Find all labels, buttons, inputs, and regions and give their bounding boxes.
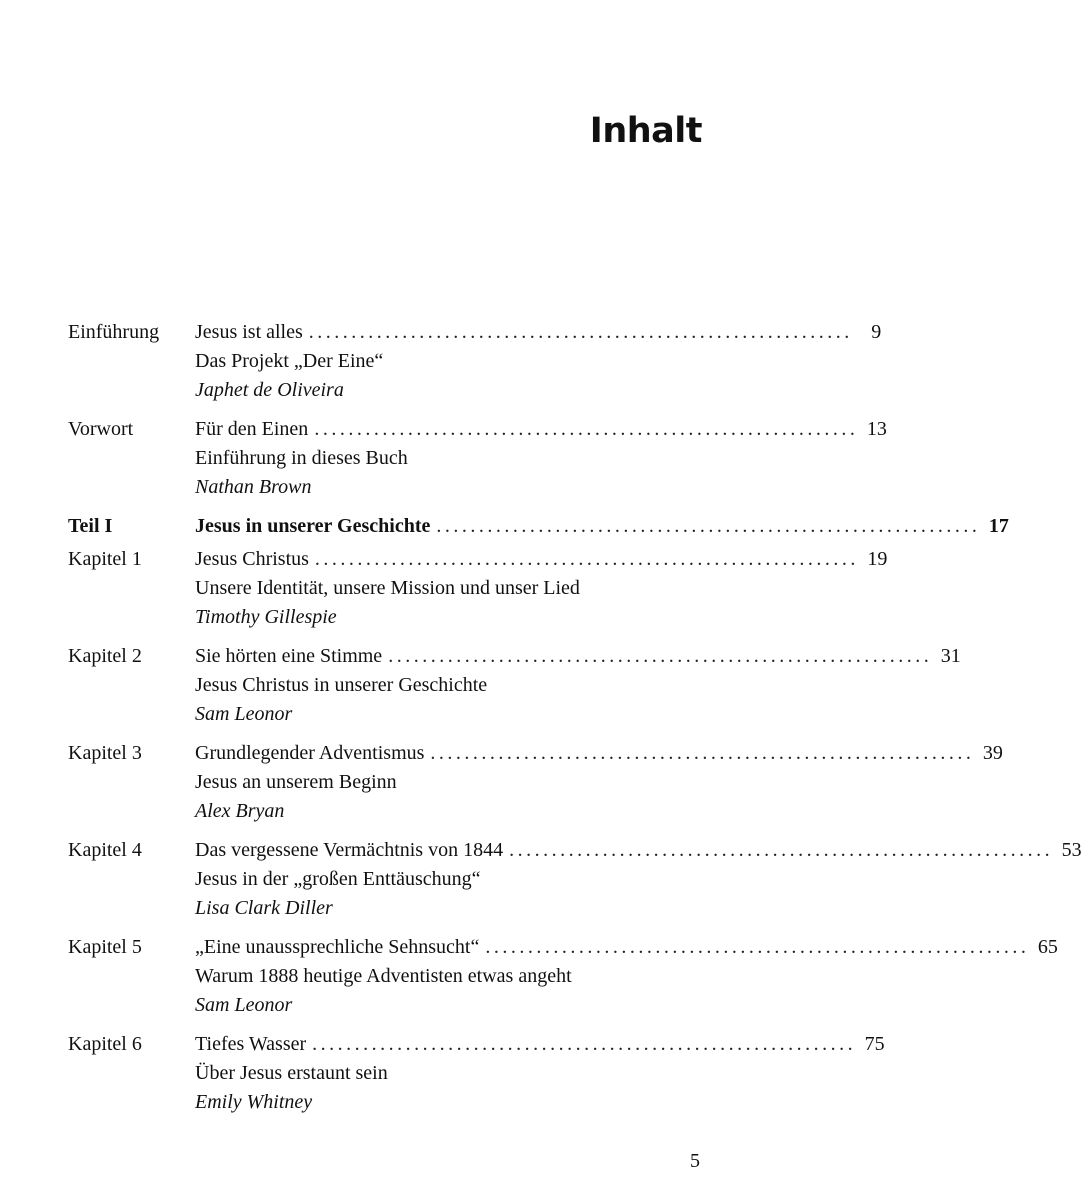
toc-entry-author: Alex Bryan [195,800,285,822]
toc-entry-kapitel-2 [68,642,961,729]
toc-entry-kapitel-1 [68,545,888,632]
toc-entry-kapitel-5 [68,933,1058,1020]
toc-entry-page: 19 [867,548,888,570]
toc-entry-teil-1 [68,512,1009,541]
dot-leader [436,512,977,541]
dot-leader [388,642,929,671]
dot-leader [312,1030,853,1059]
toc-entry-subtitle: Jesus Christus in unserer Geschichte [195,674,488,696]
toc-entry-page: 17 [988,515,1009,537]
toc-entry-subtitle: Warum 1888 heutige Adventisten etwas angeht [195,965,572,987]
table-of-contents [68,318,1082,1127]
page-title: Inhalt [589,111,702,151]
toc-entry-label: Teil I [68,515,113,537]
toc-entry-page: 31 [940,645,961,667]
toc-entry-subtitle: Über Jesus erstaunt sein [195,1062,388,1084]
toc-entry-title: Das vergessene Vermächtnis von 1844 [195,839,504,861]
dot-leader [509,836,1050,865]
toc-entry-kapitel-3 [68,739,1003,826]
toc-entry-label: Kapitel 6 [68,1033,142,1055]
dot-leader [485,933,1026,962]
dot-leader [309,318,850,347]
toc-entry-title: Jesus ist alles [195,321,303,343]
toc-entry-author: Japhet de Oliveira [195,379,344,401]
toc-entry-page: 39 [982,742,1003,764]
toc-entry-title: Jesus in unserer Geschichte [195,515,431,537]
toc-entry-subtitle: Unsere Identität, unsere Mission und unser Lied [195,577,580,599]
toc-entry-vorwort [68,415,887,502]
toc-entry-kapitel-4 [68,836,1082,923]
toc-entry-page: 13 [866,418,887,440]
toc-entry-label: Einführung [68,321,160,343]
toc-entry-subtitle: Jesus in der „großen Enttäuschung“ [195,868,481,890]
toc-entry-label: Kapitel 1 [68,548,142,570]
toc-entry-page: 65 [1037,936,1058,958]
toc-entry-page: 9 [871,321,882,343]
page-number: 5 [690,1150,700,1172]
toc-entry-title: Tiefes Wasser [195,1033,307,1055]
toc-entry-kapitel-6 [68,1030,885,1117]
toc-entry-title: Sie hörten eine Stimme [195,645,383,667]
toc-entry-page: 75 [864,1033,885,1055]
toc-entry-title: Für den Einen [195,418,309,440]
dot-leader [314,415,855,444]
toc-entry-subtitle: Einführung in dieses Buch [195,447,408,469]
toc-entry-label: Vorwort [68,418,134,440]
toc-entry-author: Sam Leonor [195,994,293,1016]
toc-entry-author: Lisa Clark Diller [195,897,333,919]
toc-entry-author: Emily Whitney [195,1091,313,1113]
toc-entry-author: Timothy Gillespie [195,606,337,628]
toc-entry-subtitle: Jesus an unserem Beginn [195,771,397,793]
toc-entry-author: Sam Leonor [195,703,293,725]
toc-entry-title: Jesus Christus [195,548,309,570]
dot-leader [430,739,971,768]
toc-entry-page: 53 [1061,839,1082,861]
toc-entry-label: Kapitel 4 [68,839,142,861]
toc-entry-title: „Eine unaussprechliche Sehnsucht“ [195,936,480,958]
toc-entry-label: Kapitel 5 [68,936,142,958]
toc-entry-label: Kapitel 3 [68,742,142,764]
toc-entry-author: Nathan Brown [195,476,312,498]
dot-leader [315,545,856,574]
toc-entry-subtitle: Das Projekt „Der Eine“ [195,350,384,372]
toc-entry-title: Grundlegender Adventismus [195,742,425,764]
toc-entry-label: Kapitel 2 [68,645,142,667]
toc-entry-einfuehrung [68,318,882,405]
